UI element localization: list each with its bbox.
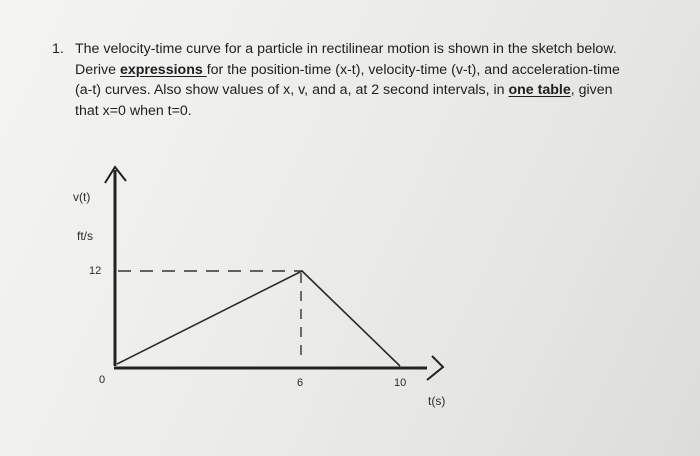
line2-before: Derive — [75, 61, 120, 78]
line2-after: for the position-time (x-t), velocity-time (v-t), and acceleration-time — [206, 61, 620, 78]
problem-line-4: that x=0 when t=0. — [75, 102, 192, 119]
line3-after: , given — [570, 82, 613, 98]
problem-line-1: The velocity-time curve for a particle in rectilinear motion is shown in the sketch below. — [75, 41, 617, 57]
one-table-emphasis: one table — [508, 82, 571, 98]
x-tick-6: 6 — [297, 377, 304, 389]
x-axis-arrowhead — [427, 356, 443, 380]
velocity-segment-rise — [117, 271, 302, 364]
origin-label: 0 — [99, 374, 106, 386]
y-axis-units: ft/s — [77, 229, 94, 243]
velocity-segment-fall — [302, 271, 400, 366]
problem-number: 1. — [52, 41, 64, 57]
y-tick-12: 12 — [89, 265, 102, 277]
expressions-emphasis: expressions — [119, 61, 207, 78]
line3-before: (a-t) curves. Also show values of x, v, and a, at 2 second intervals, in — [75, 82, 509, 98]
x-axis-label: t(s) — [428, 394, 446, 408]
y-axis-label: v(t) — [73, 190, 91, 204]
x-tick-10: 10 — [394, 377, 407, 389]
